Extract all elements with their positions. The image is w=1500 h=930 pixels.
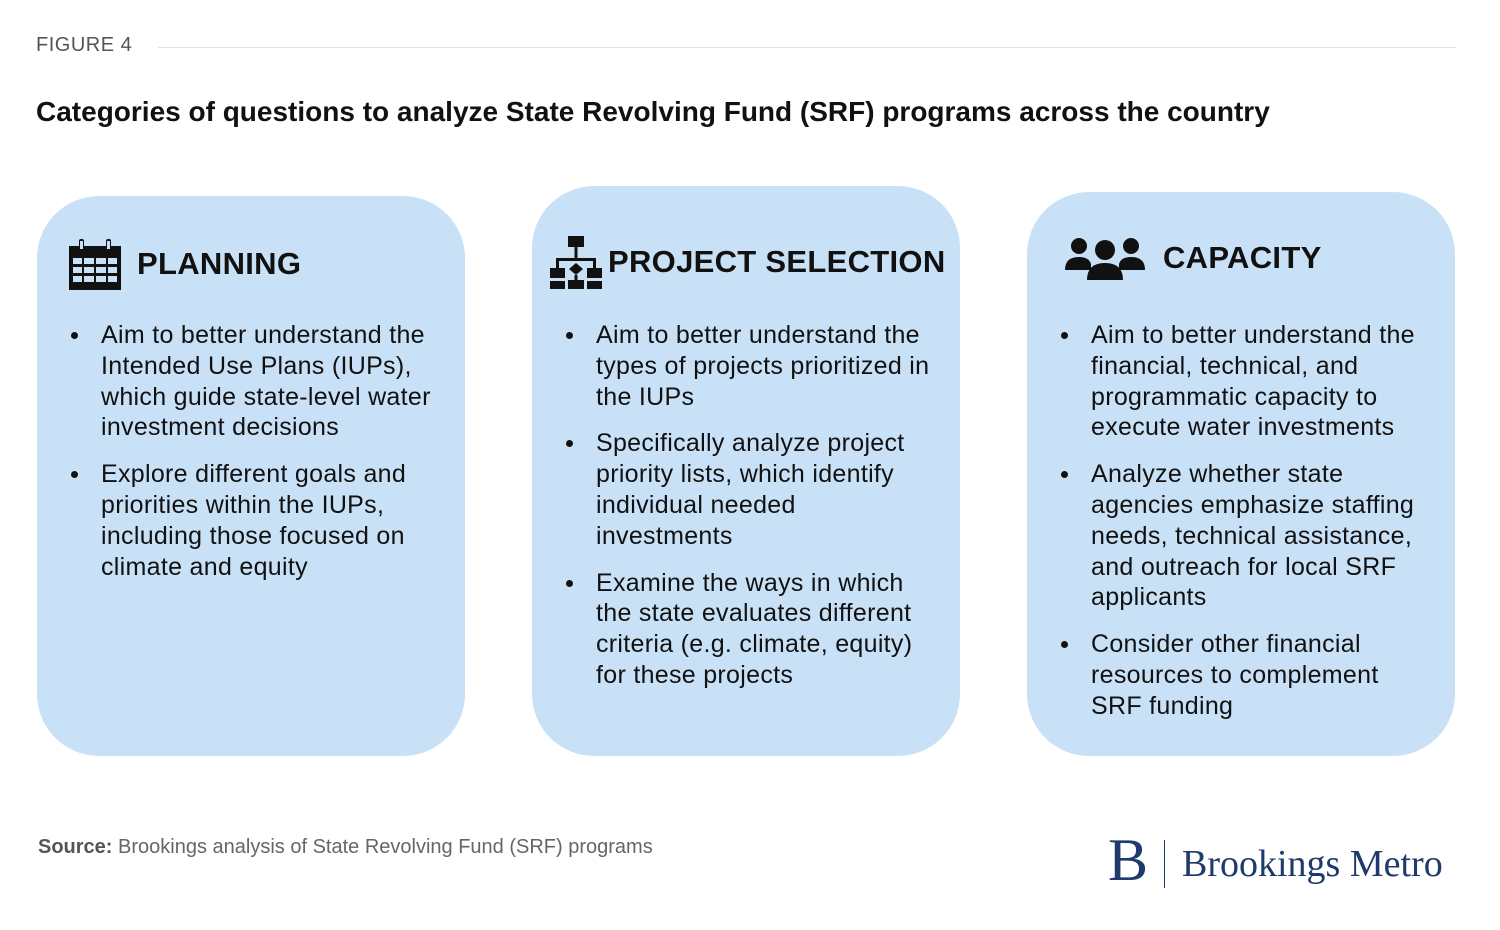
project-selection-card (532, 186, 960, 756)
source-text: Brookings analysis of State Revolving Fund (SRF) programs (112, 836, 653, 858)
list-item: Analyze whether state agencies emphasize staffing needs, technical assistance, and outreach for local SRF applicants (1061, 459, 1431, 613)
project-selection-bullet-list (566, 320, 936, 707)
figure-label: FIGURE 4 (36, 34, 133, 56)
source-label: Source: (38, 836, 113, 858)
capacity-card (1027, 192, 1455, 756)
list-item: Examine the ways in which the state evaluates different criteria (e.g. climate, equity) for these projects (566, 568, 936, 691)
logo-divider (1164, 840, 1165, 888)
list-item: Aim to better understand the financial, technical, and programmatic capacity to execute water investments (1061, 320, 1431, 443)
list-item: Consider other financial resources to complement SRF funding (1061, 629, 1431, 721)
people-group-icon (1065, 230, 1145, 286)
hierarchy-icon (548, 234, 604, 290)
logo-mark: B (1108, 827, 1149, 893)
list-item: Specifically analyze project priority lists, which identify individual needed investments (566, 428, 936, 551)
brookings-metro-logo (1108, 827, 1458, 893)
planning-bullet-list (71, 320, 441, 598)
capacity-header (1065, 230, 1322, 286)
logo-wordmark: Brookings Metro (1182, 843, 1443, 885)
project-selection-heading: PROJECT SELECTION (608, 244, 946, 279)
list-item: Aim to better understand the Intended Use Plans (IUPs), which guide state-level water investment decisions (71, 320, 441, 443)
capacity-bullet-list (1061, 320, 1431, 738)
calendar-icon (67, 236, 123, 292)
project-selection-header (548, 234, 946, 290)
list-item: Explore different goals and priorities within the IUPs, including those focused on climate and equity (71, 459, 441, 582)
planning-header (67, 236, 301, 292)
capacity-heading: CAPACITY (1163, 240, 1322, 275)
source-note (38, 836, 653, 859)
header-divider (158, 47, 1456, 48)
planning-card (37, 196, 465, 756)
list-item: Aim to better understand the types of projects prioritized in the IUPs (566, 320, 936, 412)
planning-heading: PLANNING (137, 246, 302, 281)
figure-title: Categories of questions to analyze State Revolving Fund (SRF) programs across the country (36, 96, 1270, 127)
